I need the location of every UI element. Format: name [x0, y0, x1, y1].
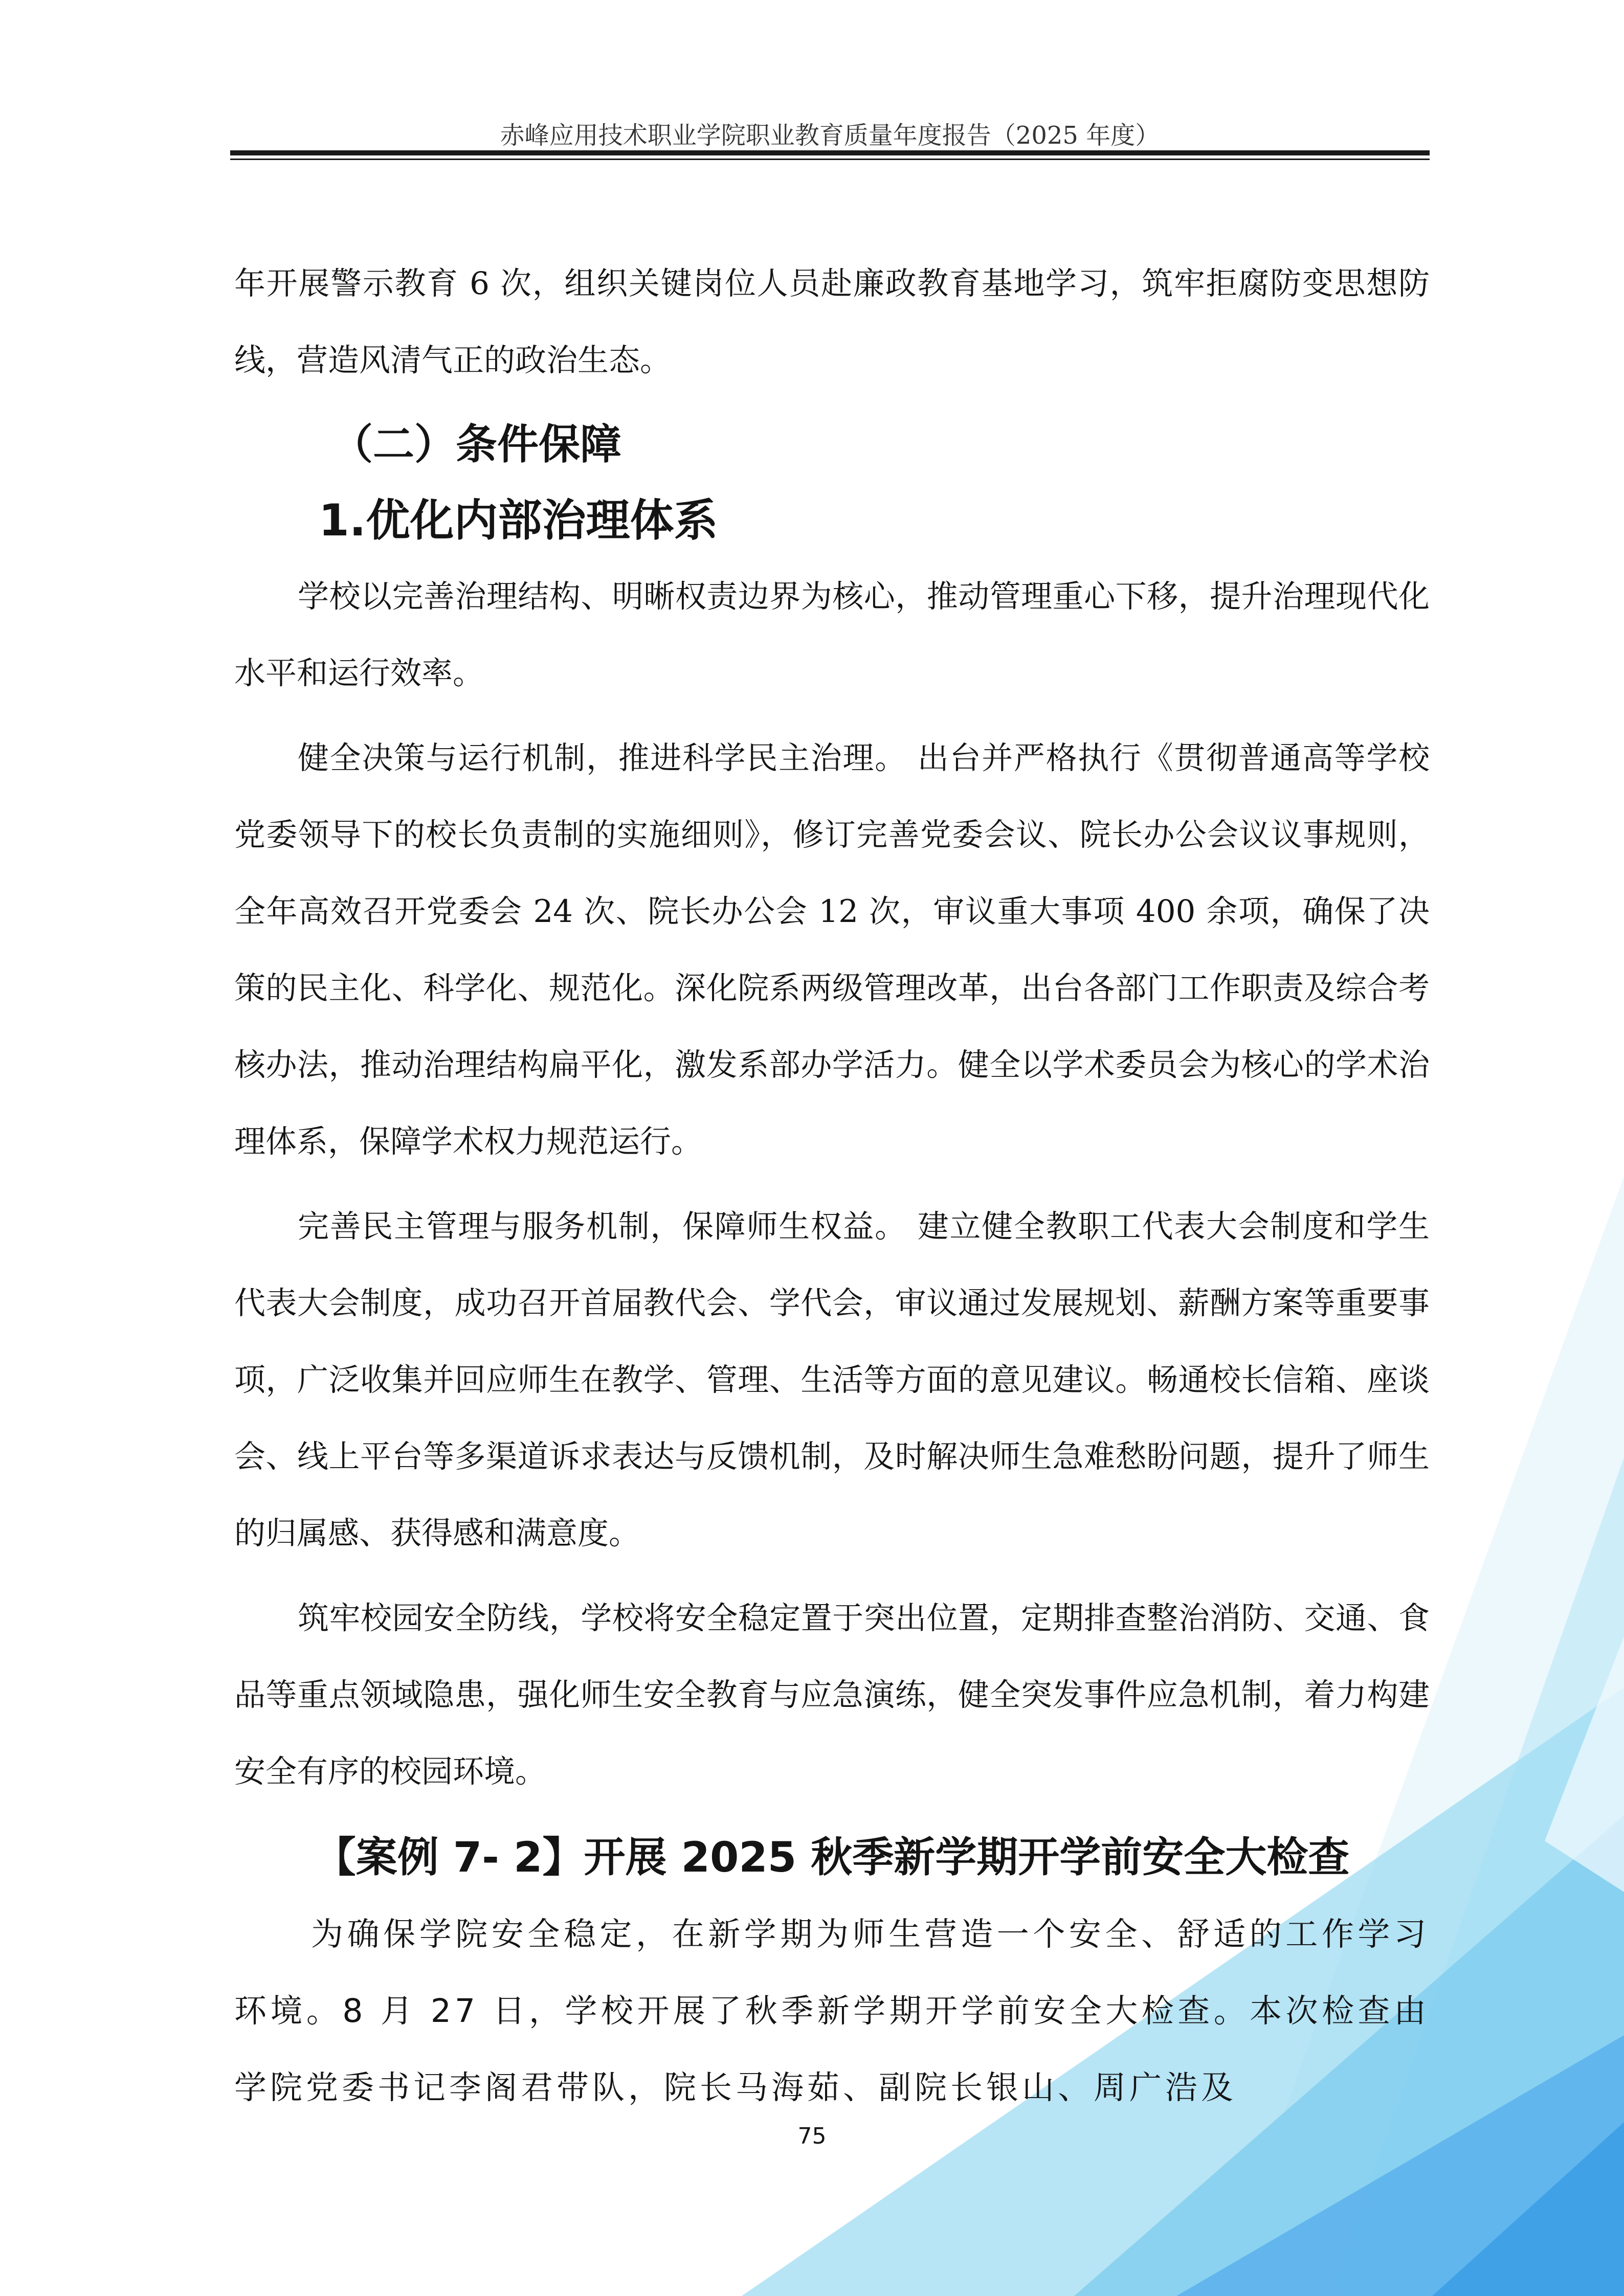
section-heading: （二）条件保障	[331, 421, 622, 469]
paragraph-intro: 学校以完善治理结构、明晰权责边界为核心，推动管理重心下移，提升治理现代化水平和运行效率。	[234, 578, 1430, 691]
header-rule-thick	[230, 150, 1430, 155]
page-number: 75	[797, 2123, 827, 2149]
case-study-body: 为确保学院安全稳定，在新学期为师生营造一个安全、舒适的工作学习环境。8 月 27 日，学校开展了秋季新学期开学前安全大检查。本次检查由学院党委书记李阁君带队，院长马海茹、副院长银山、周广浩及	[234, 1916, 1430, 2106]
page-body	[234, 245, 1430, 2126]
subsection-heading: 1.优化内部治理体系	[319, 495, 718, 546]
case-study-title: 【案例 7- 2】开展 2025 秋季新学期开学前安全大检查	[314, 1834, 1350, 1882]
header-rule-thin	[230, 159, 1430, 160]
report-header-title: 赤峰应用技术职业学院职业教育质量年度报告（2025 年度）	[500, 121, 1160, 150]
paragraph-democratic-management: 完善民主管理与服务机制，保障师生权益。 建立健全教职工代表大会制度和学生代表大会制度，成功召开首届教代会、学代会，审议通过发展规划、薪酬方案等重要事项，广泛收集并回应师生在教学、管理、生活等方面的意见建议。畅通校长信箱、座谈会、线上平台等多渠道诉求表达与反馈机制，及时解决师生急难愁盼问题，提升了师生的归属感、获得感和满意度。	[234, 1208, 1430, 1551]
paragraph-decision-mechanism: 健全决策与运行机制，推进科学民主治理。 出台并严格执行《贯彻普通高等学校党委领导下的校长负责制的实施细则》，修订完善党委会议、院长办公会议议事规则，全年高效召开党委会 24 次、院长办公会 12 次，审议重大事项 400 余项，确保了决策的民主化、科学化、规范化。深化院系两级管理改革，出台各部门工作职责及综合考核办法，推动治理结构扁平化，激发系部办学活力。健全以学术委员会为核心的学术治理体系，保障学术权力规范运行。	[234, 740, 1430, 1160]
paragraph-campus-safety: 筑牢校园安全防线，学校将安全稳定置于突出位置，定期排查整治消防、交通、食品等重点领域隐患，强化师生安全教育与应急演练，健全突发事件应急机制，着力构建安全有序的校园环境。	[234, 1600, 1430, 1790]
paragraph-continued: 年开展警示教育 6 次，组织关键岗位人员赴廉政教育基地学习，筑牢拒腐防变思想防线，营造风清气正的政治生态。	[234, 265, 1430, 378]
